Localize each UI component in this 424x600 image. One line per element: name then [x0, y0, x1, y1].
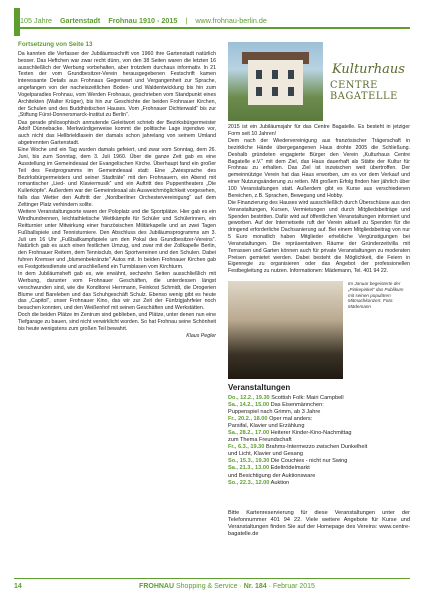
villa-window [272, 70, 278, 79]
article-paragraph: In dem Jubiläumsheft gab es, wie erwähnt, sechzehn Seiten ausschließlich mit Werbung, darunter vom Frohnauer Geschäften, die unterdessen längst verschwunden sind, wie die Konditorei Herrmann, Feinkost Schmidt, die Drogerien Blume und Bareleben und das Schuhgeschäft Schulz. Ebenso wenig gibt es heute das „Capitol“, unser Frohnauer Kino, das wir zur Zeit der Fünfzigjahrfeier noch besuchen konnten, und den Weißenhof mit seinen Geschäften und Werkstätten. [18, 271, 216, 312]
header-separator: | [185, 16, 188, 25]
header-rule [14, 27, 410, 29]
events-reservation-note: Bitte Kartenreservierung für diese Veranstaltungen unter der Telefonnummer 401 94 22. Viele weitere Angebote für Kurse und Veranstaltungen finden Sie auf der Homepage des Vereins: www.centre-bagatelle.de [228, 510, 410, 538]
header-text [20, 16, 410, 25]
header-url[interactable]: www.frohnau-berlin.de [195, 16, 267, 25]
article-paragraph: Das gerade philosophisch anmutende Geleitwort schrieb der Bezirksbürgermeister Adolf Dünnebacke. Merkwürdigerweise kommt die politische Lage irgendwo vor, auch nicht das Hellbrieldlasein der damals schon jahrelang von seinem Umland abgetrennten Gartenstadt. [18, 119, 216, 147]
event-item: Do., 12.2., 19.30 Scottish Folk: Mairi Campbell [228, 395, 344, 401]
villa-window [272, 87, 278, 96]
page-header [0, 0, 424, 34]
photo-caption: Im Januar begeisterte der „Pinkepinkel“ das Publikum mit seinen populären Mitmachkonzert. Foto: Mädemann [348, 281, 404, 310]
villa-window [288, 87, 294, 96]
concert-photo [228, 281, 343, 379]
article-paragraph: Die Finanzierung des Hauses wird ausschließlich durch Überschüsse aus den Veranstaltungen, Kursen, Vermietungen und durch Mitgliedsbeiträge und Spenden bestritten. Dafür wird auf öffentlichen Veranstaltungen informiert und geworben. Auf der Internetseite ruft der Verein aktuell zu Spenden für die dringend erforderliche Dachsanierung auf. Bei einem Mitgliedsbeitrag von nur 5 Euro monatlich haben Mitglieder erhebliche Vergünstigungen bei Veranstaltungen. Die repräsentativen Räume der Gründerzeitvilla mit Terrassen und Garten können auch für private Veranstaltungen zu moderaten Preisen gemietet werden. Dabei besteht die Möglichkeit, die Feiern in Eigenregie zu organisieren oder das Angebot der professionellen Festbegleitung zu nutzen. Informationen: Mädemann, Tel. 401 94 22. [228, 199, 410, 275]
article-paragraph: Weitere Veranstaltungsorte waren der Poloplatz und die Sportplätze. Hier gab es ein Windhundrennen, leichtathletische Wettkämpfe für Schüler und Schülerinnen, ein Reitturnier unter Mitwirkung einer französischen Militärkapelle und an zwei Tagen Fußballspiele und Tennisturniere. Den Abschluss des Jubiläumsprogramms am 3. Juli um 16 Uhr „Fußballkampfspiele um den Pokal des Grundbesitzer-Vereins“. Natürlich gab es auch einen festlichen Umzug, und zwar mit der Zollkapelle Berlin, den Frohnauer Reitern, dem Tennisclub, den Sportvereinen und den Schulen. Dabei fuhren Kremser und „blumenbekränzte“ Autos mit. In beiden Frohnauer Kirchen gab es Festgottesdienste und anschließend ein Turmblasen vom Kirchturm. [18, 209, 216, 270]
event-item: Sa., 28.2., 17.00 Heiterer Kinder-Kino-Nachmittag [228, 430, 352, 437]
event-item: Parsifal, Klavier und Erzählung [228, 423, 305, 430]
event-item: Fr., 20.2., 18.00 Oper mal anders: [228, 416, 313, 423]
footer-publication: FROHNAU Shopping & Service · Nr. 184 · Februar 2015 [139, 583, 315, 590]
logo-centre-bagatelle-text: CENTRE BAGATELLE [330, 80, 398, 102]
kulturhaus-logo [326, 50, 410, 108]
article-paragraph: Eine Woche und ein Tag wurden damals gefeiert, und zwar vom Sonntag, dem 26. Juni, bis zum Sonntag, dem 3. Juli 1960. Über die ganze Zeit gab es eine Ausstellung im Gemeindesaal der Evangelischen Kirche. Überhaupt fand ein großer Teil des Festprogramms im Gemeindesaal statt: Eine „Zwiesprache des Bezirksbürgermeisters und seiner Stadträte“ mit den Frohnauern, ein Abend mit romantischer „Lied- und Klaviermusik“ und ein Auftritt des Puppentheaters „Die Kullerköpfe“. Außerdem war der Gemeindesaal als Ausweichmöglichkeit vorgesehen, falls das Wetter den Auftritt der „Nordberliner Orchestervereinigung“ auf dem Zeltinger Platz verhindern sollte. [18, 147, 216, 208]
event-item: So., 22.3., 12.00 Auktion [228, 479, 290, 486]
villa-photo [228, 42, 323, 121]
article-paragraph: Doch die beiden Plätze im Zentrum sind geblieben, und Plätze, unter denen nun eine Tiefgarage zu bauen, sind nicht verwirklicht worden. So hat Frohnau seine Schönheit bis heute wenigstens zum großen Teil bewahrt. [18, 312, 216, 333]
event-item: Fr., 6.3., 19.30 Brahms-Intermezzo zwischen Dunkelheit [228, 444, 368, 451]
event-item: zum Thema Freundschaft [228, 437, 292, 444]
header-title: Frohnau 1910 - 2015 [108, 16, 178, 25]
page-number: 14 [14, 583, 22, 590]
header-publication: Gartenstadt [59, 16, 101, 25]
villa-window [256, 87, 262, 96]
event-item: und Licht, Klavier und Gesang [228, 451, 303, 458]
villa-window [288, 70, 294, 79]
events-heading: Veranstaltungen [228, 383, 291, 392]
event-item: So., 15.3., 19.30 Die Couchies - nicht nur Swing [228, 458, 348, 465]
footer-rule [14, 578, 410, 579]
events-list [228, 395, 410, 487]
article-author: Klaus Pegler [186, 333, 216, 340]
page-footer [14, 583, 410, 590]
article-continuation-heading: Fortsetzung von Seite 13 [18, 41, 93, 48]
villa-window [256, 70, 262, 79]
event-item: Sa., 14.2., 15.00 Das Eisenmännchen: [228, 402, 324, 409]
article-paragraph: 2015 ist ein Jubiläumsjahr für das Centre Bagatelle. Es besteht in jetziger Form seit 10 Jahren! [228, 124, 410, 137]
event-item: Puppenspiel nach Grimm, ab 3 Jahre [228, 409, 321, 416]
article-paragraph: Dem nach der Wiedervereinigung aus französischer Trägerschaft in bezirkliche Hände übergegangenen Haus drohte 2005 die Schließung. Deshalb gründeten engagierte Bürger den Verein „Kulturhaus Centre Bagatelle e.V.“ mit dem Ziel, das Haus dauerhaft als Stätte der Kultur für Frohnau zu erhalten. Das Ziel ist inzwischen weit übertroffen. Der gemeinnützige Verein hat das Haus erworben, um es vor dem Verkauf und einer Nutzungsänderung zu retten. Mit großem Erfolg finden hier jährlich über 100 Veranstaltungen statt. Außerdem gibt es Kurse aus verschiedenen Bereichen, z.B. Sprachen, Bewegung und Hobby. [228, 137, 410, 199]
article-paragraph: Da kannten die Verfasser der Jubiläumsschrift von 1960 ihre Gartenstadt natürlich besser. Das Heftchen war zwar recht dünn, von den 38 Seiten waren die letzten 16 ausschließlich der Werbung vorbehalten, aber trotzdem durchaus informativ. In 21 Texten der vom Grundbesitzer-Verein herausgegebenen Festschrift kamen interessante Details aus Frohnaus Gegenwart und Vergangenheit zur Sprache, angefangen von der nacheiszeitlichen Boden- und Waldentwicklung bis hin zum Vogelparadies Frohnau, vom Werden Frohnaus, geschrieben vom Standpunkt eines Architekten (Walter Krüger), bis hin zur Geschichte der beiden Frohnauer Kirchen, der Schulen und des Buddhistischen Hauses. Vom „Frohnauer Dichterwald“ bis zur „Stiftung Fürst-Donnersmarck-Institut zu Berlin“. [18, 50, 216, 119]
right-article [228, 124, 410, 275]
event-item: und Besichtigung der Auktionsware [228, 472, 316, 479]
logo-kulturhaus-text: Kulturhaus [332, 62, 405, 77]
left-article [18, 42, 216, 340]
header-years: 105 Jahre [20, 16, 52, 25]
villa-facade [248, 60, 303, 105]
event-item: Sa., 21.3., 13.00 Edeltrödelmarkt [228, 465, 310, 472]
